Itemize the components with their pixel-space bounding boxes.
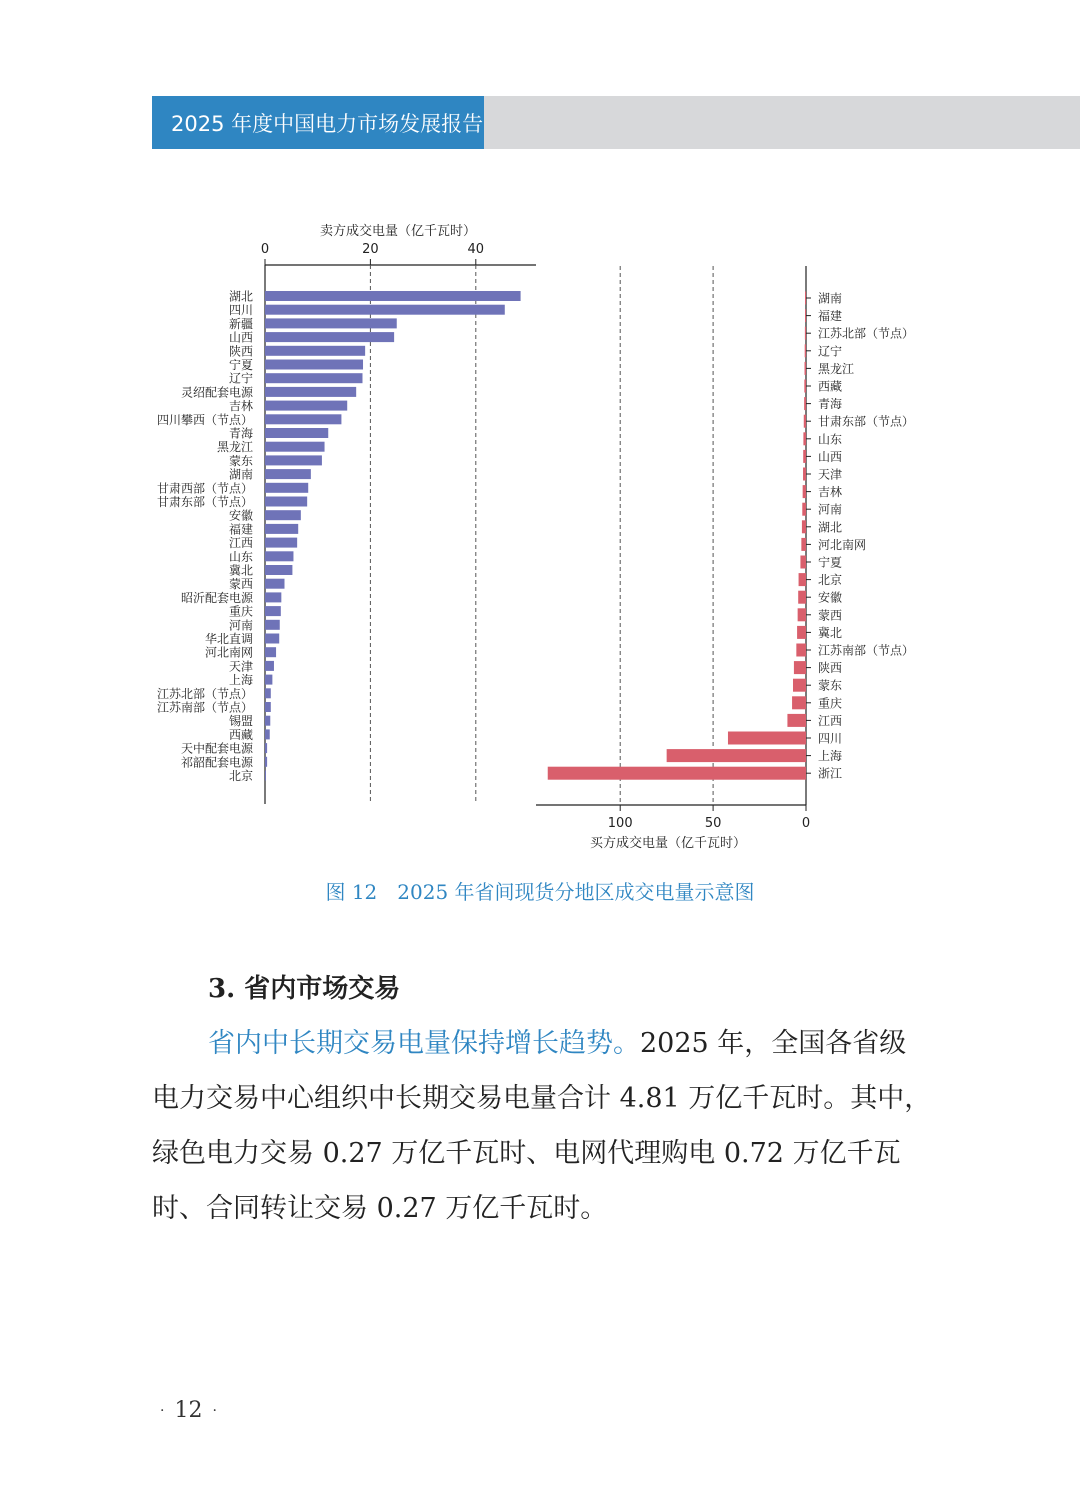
seller-bar [265,455,322,465]
buyer-category-label: 北京 [818,573,843,588]
seller-bar [265,524,298,534]
seller-category-label: 福建 [228,522,253,537]
seller-category-label: 河南 [228,618,253,633]
buyer-category-label: 河南 [818,502,843,517]
seller-category-label: 江苏南部（节点） [156,700,253,715]
buyer-bar [804,415,806,428]
buyer-category-label: 江苏北部（节点） [818,326,915,341]
seller-category-label: 宁夏 [228,358,253,372]
buyer-bar [803,450,806,463]
buyer-bar [803,468,806,481]
seller-category-label: 甘肃东部（节点） [156,495,253,509]
buyer-category-label: 湖北 [818,520,843,535]
seller-bar [265,620,280,630]
buyer-category-label: 冀北 [818,625,843,640]
section-heading: 3. 省内市场交易 [208,974,401,1004]
left-tick-label: 40 [467,242,485,257]
buyer-category-label: 山东 [818,432,843,447]
seller-bar [265,318,397,328]
seller-bar [265,469,311,479]
seller-category-label: 华北直调 [204,632,253,646]
buyer-category-label: 西藏 [818,379,843,394]
seller-category-label: 昭沂配套电源 [180,590,253,605]
buyer-bar [804,397,806,410]
seller-category-label: 天中配套电源 [180,741,253,756]
seller-bar [265,729,270,739]
seller-category-label: 辽宁 [228,371,253,386]
buyer-category-label: 安徽 [818,590,843,605]
header-bar-grey [484,96,1080,149]
buyer-category-label: 天津 [818,467,843,482]
buyer-bar [802,520,806,533]
seller-category-label: 新疆 [228,316,253,331]
seller-bar [265,387,356,397]
seller-bar [265,771,266,781]
buyer-bar [667,749,806,762]
seller-category-label: 北京 [228,769,253,783]
seller-category-label: 安徽 [228,508,253,523]
seller-category-label: 青海 [228,426,253,441]
seller-category-label: 重庆 [228,604,253,619]
buyer-bar [787,714,806,727]
seller-category-label: 上海 [228,673,253,688]
seller-bar [265,428,328,438]
seller-bar [265,743,267,753]
seller-bar [265,291,521,301]
buyer-bar [803,485,806,498]
buyer-bar [805,362,806,375]
buyer-bar [728,732,806,745]
seller-category-label: 江苏北部（节点） [156,686,253,701]
seller-bar [265,346,365,356]
buyer-category-label: 四川 [818,731,843,746]
seller-category-label: 蒙东 [228,453,253,468]
seller-bar [265,551,293,561]
buyer-bar [794,661,806,674]
seller-bar [265,414,341,424]
buyer-category-label: 黑龙江 [818,361,855,376]
seller-bar [265,661,274,671]
buyer-bar [793,679,806,692]
seller-category-label: 湖南 [228,467,253,482]
seller-bar [265,565,292,575]
buyer-category-label: 江苏南部（节点） [818,643,915,658]
seller-bar [265,538,297,548]
seller-category-label: 四川攀西（节点） [156,412,253,427]
buyer-category-label: 福建 [818,309,843,324]
seller-category-label: 江西 [228,536,253,551]
buyer-bar [548,767,806,780]
buyer-category-label: 陕西 [818,661,843,676]
buyer-category-label: 湖南 [818,291,843,306]
buyer-category-label: 甘肃东部（节点） [818,414,915,429]
right-tick-label: 50 [704,816,722,831]
seller-bar [265,606,281,616]
buyer-bar [805,292,806,305]
buyer-bar [799,573,806,586]
seller-bar [265,592,281,602]
right-tick-label: 0 [801,816,811,831]
right-tick-label: 100 [607,816,633,831]
right-axis-title: 买方成交电量（亿千瓦时） [589,836,747,851]
seller-category-label: 西藏 [228,727,253,742]
buyer-category-label: 吉林 [818,485,843,500]
buyer-category-label: 蒙东 [818,678,843,693]
buyer-bar [803,432,806,445]
seller-category-label: 陕西 [228,344,253,359]
buyer-category-label: 辽宁 [818,344,843,359]
seller-bar [265,401,347,411]
buyer-bar [800,556,806,569]
buyer-bar [798,608,806,621]
seller-category-label: 黑龙江 [216,440,253,455]
seller-bar [265,634,279,644]
seller-category-label: 甘肃西部（节点） [156,481,253,496]
figure-caption: 图 12 2025 年省间现货分地区成交电量示意图 [325,880,755,904]
seller-category-label: 河北南网 [204,645,253,660]
buyer-category-label: 江西 [818,713,843,728]
paragraph-body: 2025 年，全国各省级电力交易中心组织中长期交易电量合计 4.81 万亿千瓦时。其中，绿色电力交易 0.27 万亿千瓦时、电网代理购电 0.72 万亿千瓦时、合同转让交易 0.27 万亿千瓦时。 [152,1028,932,1224]
buyer-category-label: 河北南网 [818,537,867,552]
running-header-title: 2025 年度中国电力市场发展报告 [171,112,484,136]
seller-category-label: 四川 [228,303,253,318]
seller-category-label: 锡盟 [228,714,253,729]
buyer-bar [798,591,806,604]
seller-category-label: 湖北 [228,289,253,304]
buyer-bar [801,538,806,551]
seller-category-label: 吉林 [228,399,253,414]
paragraph-lead: 省内中长期交易电量保持增长趋势。 [208,1028,640,1059]
buyer-bar [805,327,806,340]
seller-bar [265,647,276,657]
buyer-category-label: 重庆 [818,696,843,711]
seller-bar [265,510,301,520]
seller-bar [265,332,394,342]
buyer-category-label: 浙江 [818,766,843,781]
seller-bar [265,483,308,493]
left-tick-label: 0 [260,242,270,257]
seller-bar [265,688,271,698]
buyer-bar [805,344,806,357]
buyer-category-label: 山西 [818,449,843,464]
buyer-bar [792,696,806,709]
buyer-category-label: 宁夏 [818,555,843,570]
regional-trading-volume-chart [0,200,1080,860]
seller-bar [265,757,267,767]
body-paragraph [152,1016,932,1236]
seller-bar [265,497,307,507]
seller-bar [265,716,270,726]
page-number-value: 12 [174,1398,203,1423]
seller-bar [265,442,325,452]
buyer-bar [804,380,806,393]
seller-bar [265,360,363,370]
buyer-category-label: 上海 [818,749,843,764]
seller-category-label: 山东 [228,549,253,564]
seller-category-label: 山西 [228,330,253,345]
buyer-category-label: 青海 [818,397,843,412]
seller-bar [265,702,271,712]
buyer-bar [796,644,806,657]
left-tick-label: 20 [362,242,379,257]
seller-bar [265,579,284,589]
seller-category-label: 冀北 [228,563,253,578]
buyer-bar [797,626,806,639]
buyer-bar [805,309,806,322]
buyer-category-label: 蒙西 [818,608,843,623]
page-number: · 12 · [160,1398,217,1423]
seller-category-label: 天津 [228,659,253,674]
buyer-bar [802,503,806,516]
seller-bar [265,373,362,383]
seller-bar [265,675,272,685]
seller-category-label: 蒙西 [228,577,253,592]
left-axis-title: 卖方成交电量（亿千瓦时） [319,224,477,239]
seller-bar [265,305,505,315]
seller-category-label: 祁韶配套电源 [180,755,253,770]
seller-category-label: 灵绍配套电源 [180,385,253,400]
